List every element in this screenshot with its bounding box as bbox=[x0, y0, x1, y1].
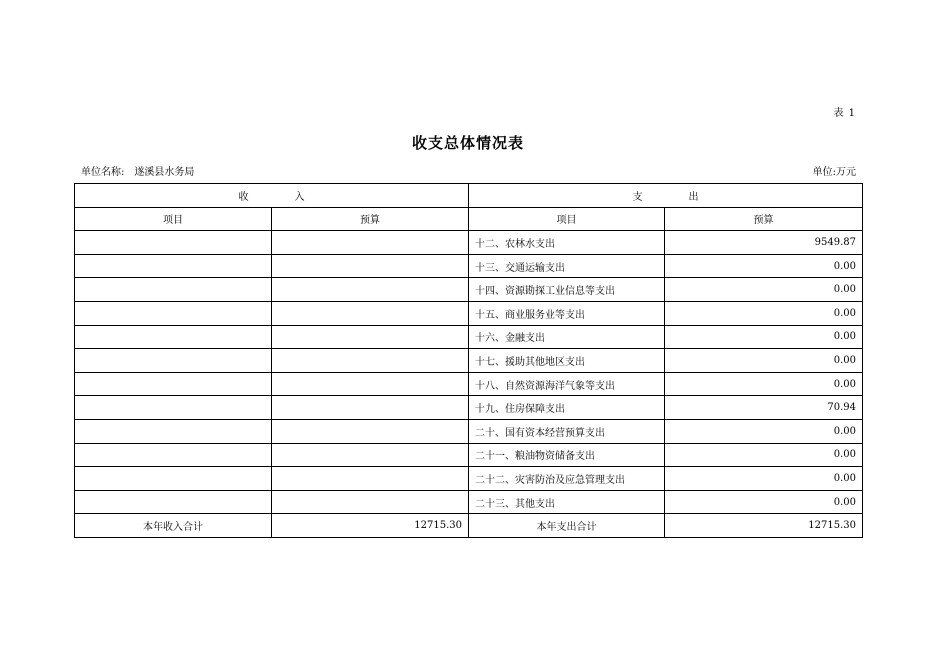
income-item-cell bbox=[75, 231, 272, 255]
page-title: 收支总体情况表 bbox=[411, 134, 524, 152]
income-section-header bbox=[75, 184, 469, 208]
table-row bbox=[75, 278, 863, 302]
income-total-label: 本年收入合计 bbox=[75, 514, 272, 538]
column-header-row bbox=[75, 207, 863, 231]
income-budget-cell bbox=[272, 254, 469, 278]
expense-item-cell: 二十、国有资本经营预算支出 bbox=[469, 419, 665, 443]
expense-budget-cell: 0.00 bbox=[665, 443, 863, 467]
expense-header-char-2: 出 bbox=[688, 191, 699, 203]
expense-budget-cell: 0.00 bbox=[665, 254, 863, 278]
expense-budget-cell: 0.00 bbox=[665, 467, 863, 491]
income-item-cell bbox=[75, 490, 272, 514]
totals-row bbox=[75, 514, 863, 538]
expense-item-cell: 二十一、粮油物资储备支出 bbox=[469, 443, 665, 467]
expense-total-value: 12715.30 bbox=[665, 514, 863, 538]
income-item-cell bbox=[75, 278, 272, 302]
expense-header-char-1: 支 bbox=[632, 191, 643, 203]
expense-section-header bbox=[469, 184, 863, 208]
table-row bbox=[75, 396, 863, 420]
budget-table-body bbox=[75, 184, 863, 538]
table-row bbox=[75, 372, 863, 396]
expense-budget-cell: 9549.87 bbox=[665, 231, 863, 255]
expense-item-cell: 十六、金融支出 bbox=[469, 325, 665, 349]
expense-budget-cell: 0.00 bbox=[665, 419, 863, 443]
expense-budget-cell: 0.00 bbox=[665, 301, 863, 325]
income-item-char-2: 目 bbox=[173, 215, 183, 227]
expense-item-cell: 十九、住房保障支出 bbox=[469, 396, 665, 420]
table-row bbox=[75, 349, 863, 373]
expense-item-cell: 十三、交通运输支出 bbox=[469, 254, 665, 278]
expense-budget-cell: 0.00 bbox=[665, 490, 863, 514]
income-item-cell bbox=[75, 419, 272, 443]
income-item-cell bbox=[75, 467, 272, 491]
income-item-cell bbox=[75, 349, 272, 373]
income-budget-cell bbox=[272, 349, 469, 373]
income-item-cell bbox=[75, 396, 272, 420]
income-budget-cell bbox=[272, 301, 469, 325]
expense-budget-cell: 70.94 bbox=[665, 396, 863, 420]
expense-item-cell: 十二、农林水支出 bbox=[469, 231, 665, 255]
expense-item-cell: 十五、商业服务业等支出 bbox=[469, 301, 665, 325]
income-item-cell bbox=[75, 301, 272, 325]
expense-item-cell: 十七、援助其他地区支出 bbox=[469, 349, 665, 373]
income-item-header bbox=[75, 207, 272, 231]
income-item-cell bbox=[75, 372, 272, 396]
income-header-char-1: 收 bbox=[238, 191, 249, 203]
expense-item-header bbox=[469, 207, 665, 231]
expense-budget-header: 预算 bbox=[665, 207, 863, 231]
expense-budget-cell: 0.00 bbox=[665, 325, 863, 349]
section-header-row bbox=[75, 184, 863, 208]
table-row bbox=[75, 443, 863, 467]
expense-item-cell: 十八、自然资源海洋气象等支出 bbox=[469, 372, 665, 396]
table-row bbox=[75, 231, 863, 255]
income-budget-cell bbox=[272, 278, 469, 302]
income-item-cell bbox=[75, 325, 272, 349]
unit-name-label: 单位名称: bbox=[81, 167, 125, 178]
income-budget-cell bbox=[272, 490, 469, 514]
expense-budget-cell: 0.00 bbox=[665, 349, 863, 373]
income-header-char-2: 入 bbox=[294, 191, 305, 203]
income-total-value: 12715.30 bbox=[272, 514, 469, 538]
expense-budget-cell: 0.00 bbox=[665, 278, 863, 302]
income-budget-cell bbox=[272, 467, 469, 491]
sheet-number: 表 1 bbox=[833, 108, 856, 119]
income-item-char-1: 项 bbox=[163, 215, 173, 227]
expense-total-label: 本年支出合计 bbox=[469, 514, 665, 538]
income-budget-cell bbox=[272, 443, 469, 467]
expense-item-char-1: 项 bbox=[556, 215, 567, 227]
table-row bbox=[75, 419, 863, 443]
table-row bbox=[75, 325, 863, 349]
income-budget-cell bbox=[272, 396, 469, 420]
income-item-cell bbox=[75, 443, 272, 467]
budget-table bbox=[74, 183, 863, 538]
expense-item-cell: 二十二、灾害防治及应急管理支出 bbox=[469, 467, 665, 491]
income-budget-cell bbox=[272, 419, 469, 443]
table-row bbox=[75, 490, 863, 514]
table-row bbox=[75, 467, 863, 491]
income-budget-cell bbox=[272, 231, 469, 255]
table-row bbox=[75, 254, 863, 278]
income-budget-cell bbox=[272, 372, 469, 396]
income-budget-header: 预算 bbox=[272, 207, 469, 231]
income-item-cell bbox=[75, 254, 272, 278]
expense-budget-cell: 0.00 bbox=[665, 372, 863, 396]
unit-of-measure: 单位:万元 bbox=[812, 167, 856, 178]
unit-name-value: 遂溪县水务局 bbox=[134, 167, 195, 178]
table-row bbox=[75, 301, 863, 325]
expense-item-char-2: 目 bbox=[566, 215, 577, 227]
expense-item-cell: 二十三、其他支出 bbox=[469, 490, 665, 514]
income-budget-cell bbox=[272, 325, 469, 349]
expense-item-cell: 十四、资源勘探工业信息等支出 bbox=[469, 278, 665, 302]
unit-name-line bbox=[81, 163, 194, 178]
